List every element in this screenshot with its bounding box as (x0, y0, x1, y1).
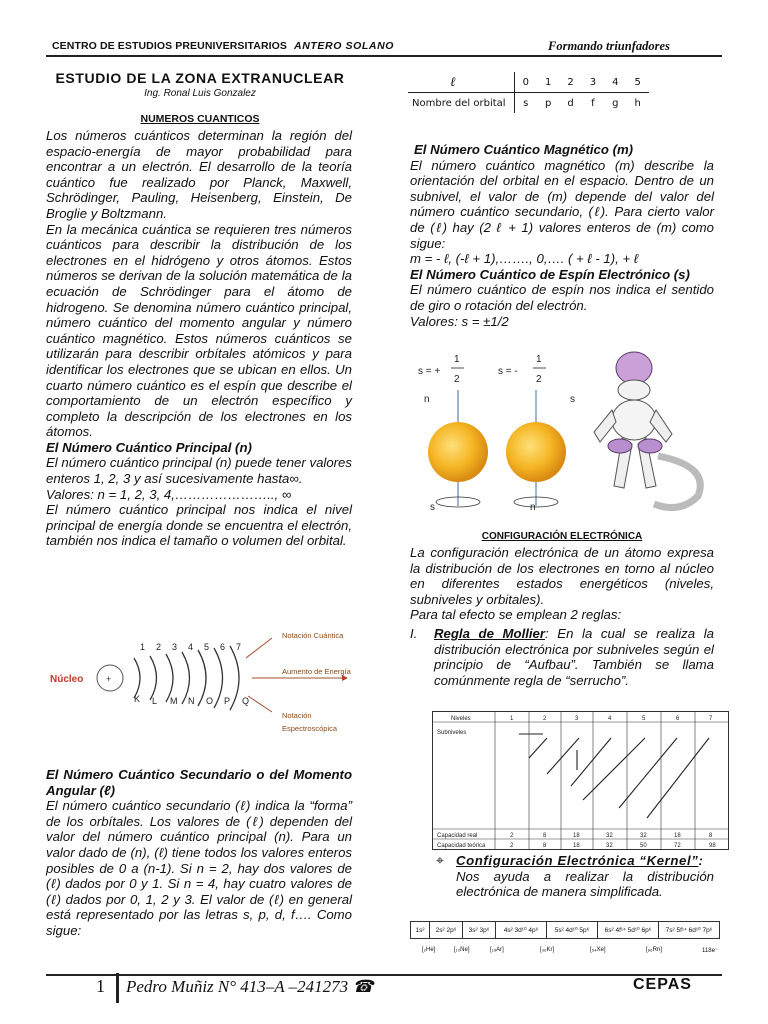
orbital-table-cell: p (544, 97, 552, 109)
orbital-table-cell: h (634, 97, 641, 109)
heading-principal: El Número Cuántico Principal (n) (46, 439, 252, 455)
orbital-table-cell: f (591, 97, 595, 109)
spin-plus-label: s = + (418, 366, 441, 377)
level-number-4: 4 (188, 642, 194, 652)
level-number-5: 5 (204, 642, 210, 652)
rule-name: Regla de Mollier (434, 626, 546, 641)
orbital-table-name-label: Nombre del orbital (408, 93, 514, 114)
spin-figure (410, 346, 720, 522)
paragraph-secondary: El número cuántico secundario (ℓ) indica la “forma” de los orbítales. Los valores de (ℓ) dependen del valor del número cuántico principal (n). Para un valor dado de (n), (ℓ) tiene todos los valores enteros posibles de 0 a (n-1). Si n = 2, hay dos valores de (ℓ) dados por 0 y 1. Si n = 4, hay cuatro valores de (ℓ) dados por 0, 1, 2 y 3. El valor de (ℓ) en general está representado por las letras s, p, d, f…. Como sigue: (46, 798, 352, 938)
level-letter-n: N (188, 696, 195, 706)
mollier-cap-real: 8 (709, 833, 713, 839)
kernel-cell: 6s² 4f¹⁴ 5d¹⁰ 6p⁶ (598, 922, 659, 939)
page-title: ESTUDIO DE LA ZONA EXTRANUCLEAR (55, 70, 345, 86)
kernel-cell: 2s² 2p⁶ (430, 922, 463, 939)
kernel-bullet-icon: ⌖ (436, 852, 444, 868)
level-letter-q: Q (242, 696, 250, 706)
spin-minus-den: 2 (536, 374, 542, 385)
kernel-cell: 3s² 3p⁶ (463, 922, 496, 939)
shell-arc-6 (214, 648, 223, 708)
heading-spin: El Número Cuántico de Espín Electrónico (s) (410, 266, 690, 282)
mollier-cap-teo: 8 (543, 843, 547, 849)
mollier-cap-teo: 98 (709, 843, 716, 849)
paragraph-rules: Para tal efecto se emplean 2 reglas: (410, 607, 622, 623)
mollier-level-6: 6 (676, 716, 680, 722)
page-number: 1 (96, 976, 105, 996)
mollier-cap-real: 2 (510, 833, 514, 839)
header-motto: Formando triunfadores (548, 39, 670, 53)
gas-118: 118e⁻ (702, 948, 719, 954)
orbital-table-cell: g (612, 97, 619, 109)
mollier-cap-real: 32 (640, 833, 647, 839)
label-notation-spectro-1: Notación (282, 711, 312, 720)
config-section-title: CONFIGURACIÓN ELECTRÓNICA (481, 531, 643, 542)
author: Ing. Ronal Luis Gonzalez (144, 88, 256, 99)
kernel-title: Configuración Electrónica “Kernel” (456, 853, 699, 868)
left-text-block-2 (46, 767, 352, 939)
paragraph-intro: Los números cuánticos determinan la región del espacio-energía de mayor probabilidad para encontrar a un electrón. El desarrollo de la teoría cuántico fue realizado por Planck, Maxwell, Schrödinger, Pauling, Heisenberg, Einstein, De Broglie y Boltzmann. (46, 128, 352, 221)
level-number-2: 2 (156, 642, 162, 652)
cartoon-character-image (594, 352, 700, 508)
label-energy-increase: Aumento de Energía (282, 667, 351, 676)
rule-text: : En la cual se realiza la distribución electrónica por subniveles según el principio de “Aufbau”. También se llama comúnmente regla de “serrucho”. (434, 626, 714, 688)
shell-arc-5 (198, 650, 206, 706)
footer-brand: CEPAS (633, 976, 692, 993)
kernel-block (456, 853, 714, 900)
paragraph-mechanics: En la mecánica cuántica se requieren tres números cuánticos para describir la distribución de los electrones en el hidrógeno y otros átomos. Estos números se derivan de la solución matemática de la ecuación de Schrödinger para el átomo de hidrogeno. Se denomina número cuántico principal, número cuántico del momento angular y número cuántico magnético. Estos números cuánticos se utilizarán para describir orbítales atómicos y para identificar los electrones que se ubican en ellos. Un cuarto número cuántico es el espín que describe el comportamiento de un electrón específico y completo la descripción de los electrones en los átomos. (46, 221, 352, 440)
orbital-table (408, 72, 649, 113)
orbital-table-cell: d (567, 97, 574, 109)
spin-n-label-left: n (424, 394, 430, 405)
kernel-cell: 5s² 4d¹⁰ 5p⁶ (547, 922, 598, 939)
gas-he: [₂He] (422, 947, 436, 953)
paragraph-config: La configuración electrónica de un átomo expresa la distribución de los electrones en torno al núcleo en diferentes estados energéticos (niveles, subniveles y orbitales). (410, 545, 714, 607)
magnetic-formula: m = - ℓ, (-ℓ + 1),……., 0,…. ( + ℓ - 1), + ℓ (410, 251, 639, 267)
electron-sphere-down (506, 422, 566, 482)
heading-secondary: El Número Cuántico Secundario o del Momento Angular (ℓ) (46, 767, 352, 798)
shell-arc-7 (230, 646, 239, 710)
mollier-subniveles-label: Subniveles (437, 730, 467, 736)
paragraph-magnetic: El número cuántico magnético (m) describe la orientación del orbital en el espacio. Dentro de un subnivel, el valor de (m) depende del valor del número cuántico secundario, (ℓ). Para cierto valor de (ℓ) hay (2 ℓ + 1) valores enteros de (m) como sigue: (410, 157, 714, 251)
spin-s-label-right: s (570, 394, 575, 405)
paragraph-principal-meaning: El número cuántico principal nos indica el nivel principal de energía donde se encuentra el electrón, también nos indica el tamaño o volumen del orbital. (46, 502, 352, 549)
spin-minus-num: 1 (536, 354, 542, 365)
mollier-cap-real: 18 (573, 833, 580, 839)
header-institution (52, 40, 394, 52)
kernel-colon: : (698, 853, 703, 868)
mollier-level-7: 7 (709, 716, 713, 722)
spin-n-label-right: n (530, 502, 536, 513)
electron-sphere-up (428, 422, 488, 482)
right-text-block-2 (410, 545, 714, 623)
mollier-cap-real: 18 (674, 833, 681, 839)
mollier-cap-teo: 32 (606, 843, 613, 849)
right-text-block-1 (410, 142, 714, 329)
mollier-diagram (432, 711, 729, 850)
nucleus-plus: + (106, 674, 112, 684)
header-rule (46, 55, 722, 57)
paragraph-principal-values: El número cuántico principal (n) puede tener valores enteros 1, 2, 3 y así sucesivamente hasta∞. (46, 455, 352, 487)
paragraph-principal-range: Valores: n = 1, 2, 3, 4,………………….., ∞ (46, 486, 292, 502)
kernel-gases-row (410, 939, 720, 959)
section-heading: NUMEROS CUANTICOS (140, 113, 260, 125)
level-letter-k: K (134, 694, 141, 704)
mollier-cap-teo: 72 (674, 843, 681, 849)
mollier-level-4: 4 (608, 716, 612, 722)
spin-s-label-left: s (430, 502, 435, 513)
level-letter-o: O (206, 696, 214, 706)
spin-plus-num: 1 (454, 354, 460, 365)
orbital-table-cell: 1 (537, 72, 559, 93)
level-letter-m: M (170, 696, 178, 706)
mollier-cap-teo: 2 (510, 843, 514, 849)
orbital-table-cell: 2 (559, 72, 581, 93)
kernel-cell: 7s² 5f¹⁴ 6d¹⁰ 7p⁶ (659, 922, 720, 939)
gas-kr: [₃₆Kr] (540, 947, 555, 953)
label-notation-quantum: Notación Cuántica (282, 631, 344, 640)
kernel-cell: 1s² (411, 922, 430, 939)
nucleus-label: Núcleo (50, 674, 84, 685)
level-number-7: 7 (236, 642, 242, 652)
mollier-cap-real: 32 (606, 833, 613, 839)
gas-ar: [₁₈Ar] (490, 947, 504, 953)
kernel-text: Nos ayuda a realizar la distribución electrónica de manera simplificada. (456, 868, 714, 900)
shell-arc-2 (150, 656, 157, 700)
mollier-cap-real: 8 (543, 833, 547, 839)
gas-xe: [₅₄Xe] (590, 947, 606, 953)
level-letter-l: L (152, 696, 158, 706)
rule-number: I. (410, 626, 418, 641)
heading-magnetic: El Número Cuántico Magnético (m) (414, 142, 634, 157)
orbital-table-l-label: ℓ (408, 72, 514, 93)
orbital-table-cell: 0 (514, 72, 537, 93)
level-number-6: 6 (220, 642, 226, 652)
kernel-table (410, 921, 720, 959)
kernel-cell: 4s² 3d¹⁰ 4p⁶ (496, 922, 547, 939)
mollier-cap-real-label: Capacidad real (437, 833, 478, 839)
spin-minus-label: s = - (498, 366, 518, 377)
spin-values: Valores: s = ±1/2 (410, 313, 509, 329)
brand-name: ANTERO SOLANO (294, 40, 395, 52)
mollier-level-5: 5 (642, 716, 646, 722)
energy-levels-diagram (46, 631, 354, 752)
orbital-table-cell: 5 (626, 72, 648, 93)
gas-rn: [₈₆Rn] (646, 947, 662, 953)
mollier-level-3: 3 (575, 716, 579, 722)
shell-arc-3 (166, 654, 173, 702)
arrow-spectro (248, 696, 272, 712)
gas-ne: [₁₀Ne] (454, 947, 470, 953)
level-number-3: 3 (172, 642, 178, 652)
footer-rule (46, 974, 722, 976)
footer-address-text: Pedro Muñiz N° 413–A –241273 (126, 977, 349, 996)
orbital-table-cell: 4 (604, 72, 626, 93)
shell-arc-1 (134, 658, 140, 698)
mollier-niveles-label: Niveles (451, 716, 471, 722)
mollier-level-1: 1 (510, 716, 514, 722)
mollier-cap-teo-label: Capacidad teórica (437, 843, 486, 849)
footer-divider (116, 973, 119, 1003)
left-text-block-1 (46, 128, 352, 549)
arrow-quantum (246, 638, 272, 658)
footer-address (126, 977, 374, 997)
orbital-table-cell: 3 (582, 72, 604, 93)
orbital-table-cell: s (523, 97, 529, 109)
mollier-cap-teo: 50 (640, 843, 647, 849)
paragraph-spin: El número cuántico de espín nos indica el sentido de giro o rotación del electrón. (410, 282, 714, 313)
rule-mollier-item (410, 626, 714, 688)
spin-plus-den: 2 (454, 374, 460, 385)
label-notation-spectro-2: Espectroscópica (282, 724, 338, 733)
mollier-level-2: 2 (543, 716, 547, 722)
phone-icon: ☎ (352, 977, 374, 996)
mollier-cap-teo: 18 (573, 843, 580, 849)
institution-name: CENTRO DE ESTUDIOS PREUNIVERSITARIOS (52, 40, 288, 52)
level-letter-p: P (224, 696, 231, 706)
level-number-1: 1 (140, 642, 146, 652)
